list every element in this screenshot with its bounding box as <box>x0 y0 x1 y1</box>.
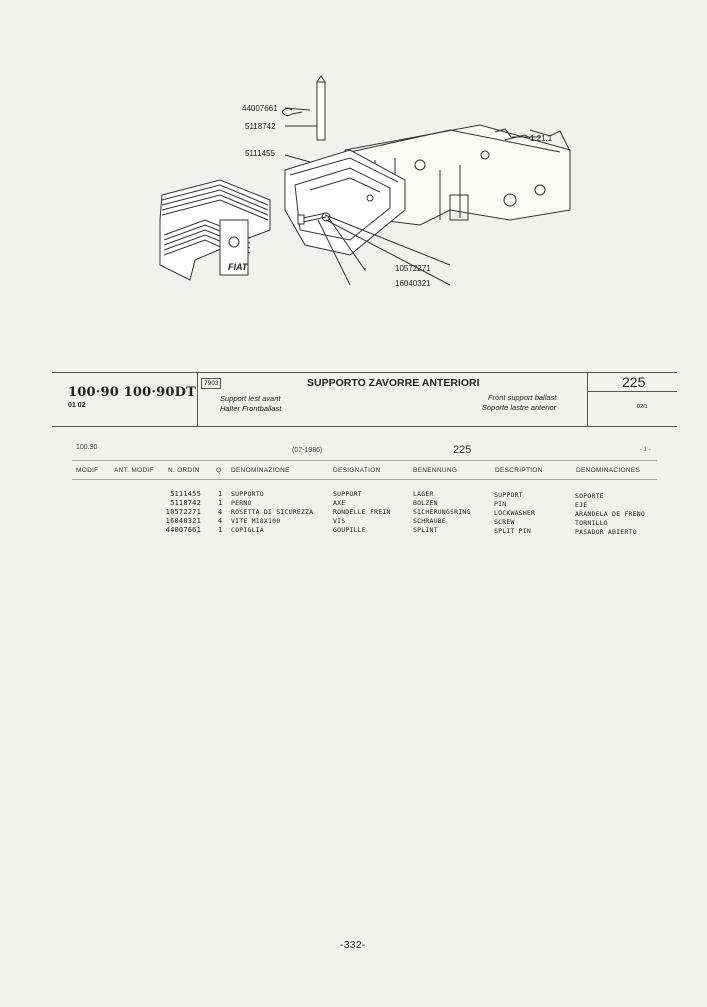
name-de: SICHERUNGSRING <box>413 508 471 516</box>
name-es: ARANDELA DE FRENO <box>575 510 645 518</box>
quantity: 4 <box>218 517 223 525</box>
page-number: -332- <box>340 940 366 951</box>
col-description: DESCRIPTION <box>495 467 543 474</box>
header-right-divider <box>587 372 588 426</box>
name-en: LOCKWASHER <box>494 509 536 517</box>
callout-10572271: 10572271 <box>395 264 431 273</box>
ballast-support-drawing <box>150 70 580 300</box>
name-it: PERNO <box>231 499 252 507</box>
quantity: 1 <box>218 499 223 507</box>
ballast-weights-shape <box>160 180 270 280</box>
sub-page-ref: - 1 - <box>640 447 651 453</box>
col-n-ordin: N. ORDIN <box>168 467 200 474</box>
exploded-drawing <box>150 70 580 300</box>
name-en: SUPPORT <box>494 491 523 499</box>
header-left-divider <box>197 372 198 426</box>
name-fr: GOUPILLE <box>333 526 366 534</box>
sub-group: 225 <box>453 444 472 456</box>
col-ant-modif: ANT. MODIF <box>114 467 154 474</box>
group-number-rule <box>587 391 677 392</box>
name-es: TORNILLO <box>575 519 608 527</box>
callout-16040321: 16040321 <box>395 279 431 288</box>
name-it: ROSETTA DI SICUREZZA <box>231 508 314 516</box>
name-de: BOLZEN <box>413 499 438 507</box>
header-top-rule <box>52 372 677 373</box>
quantity: 1 <box>218 526 223 534</box>
subtitle-es: Soporte lastre anterior <box>482 403 557 412</box>
revision: 02/1 <box>637 404 648 410</box>
subtitle-fr: Support lest avant <box>220 394 281 403</box>
code-box: 7903 <box>201 378 221 389</box>
pin-shape <box>317 76 325 140</box>
part-number: 5111455 <box>170 490 201 498</box>
subtitle-en: Front support ballast <box>488 393 557 402</box>
name-en: SCREW <box>494 518 515 526</box>
name-en: SPLIT PIN <box>494 527 532 535</box>
col-designation: DESIGNATION <box>333 467 381 474</box>
subtitle-de: Halter Frontballast <box>220 404 282 413</box>
model-sub: 01 02 <box>68 402 86 409</box>
brand-logo: FIAT <box>228 262 248 272</box>
name-fr: RONDELLE FREIN <box>333 508 391 516</box>
model-title: 100·90 100·90DT <box>68 385 196 400</box>
name-es: PASADOR ABIERTO <box>575 528 637 536</box>
col-denominazione: DENOMINAZIONE <box>231 467 290 474</box>
callout-5111455: 5111455 <box>245 149 275 158</box>
callout-44007661: 44007661 <box>242 104 278 113</box>
name-de: LAGER <box>413 490 434 498</box>
part-number: 10572271 <box>165 508 201 516</box>
sub-date: (07-1986) <box>292 447 323 454</box>
col-qty: Q <box>216 467 222 474</box>
table-rule-header <box>72 479 657 480</box>
name-it: VITE M18X100 <box>231 517 281 525</box>
name-en: PIN <box>494 500 507 508</box>
callout-5118742: 5118742 <box>245 122 276 131</box>
name-es: SOPORTE <box>575 492 604 500</box>
name-fr: SUPPORT <box>333 490 362 498</box>
name-de: SCHRAUBE <box>413 517 446 525</box>
col-modif: MODIF <box>76 467 99 474</box>
col-benennung: BENENNUNG <box>413 467 458 474</box>
part-number: 44007661 <box>165 526 201 534</box>
leader-5111455 <box>285 155 310 162</box>
part-number: 5118742 <box>170 499 201 507</box>
name-fr: AXE <box>333 499 346 507</box>
quantity: 1 <box>218 490 223 498</box>
callout-1-21-1: 1.21.1 <box>530 134 553 143</box>
table-rule-top <box>72 460 657 461</box>
group-number: 225 <box>622 374 646 390</box>
quantity: 4 <box>218 508 223 516</box>
name-it: COPIGLIA <box>231 526 264 534</box>
section-title: SUPPORTO ZAVORRE ANTERIORI <box>307 377 480 389</box>
name-fr: VIS <box>333 517 346 525</box>
name-it: SUPPORTO <box>231 490 264 498</box>
name-de: SPLINT <box>413 526 438 534</box>
part-number: 16040321 <box>165 517 201 525</box>
sub-model: 100.90 <box>76 444 98 451</box>
name-es: EJE <box>575 501 588 509</box>
header-bottom-rule <box>52 426 677 427</box>
col-denominaciones: DENOMINACIONES <box>576 467 641 474</box>
